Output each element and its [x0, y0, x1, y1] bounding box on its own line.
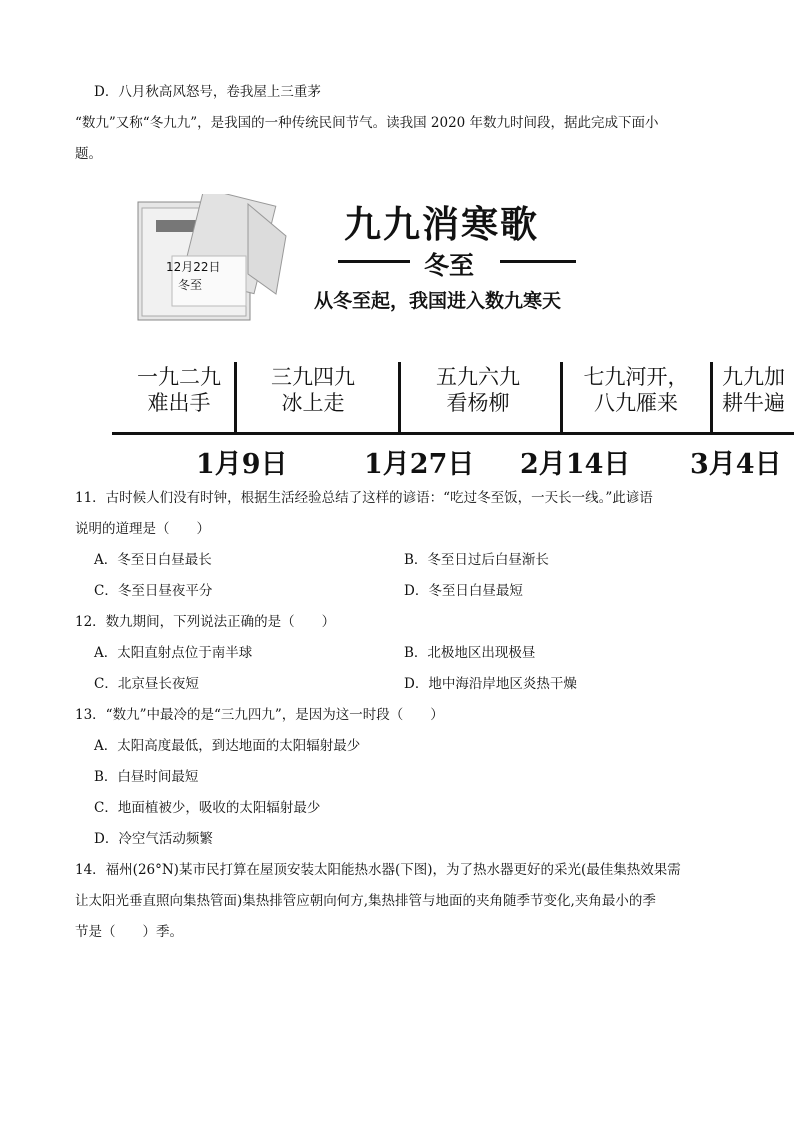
intro-line-1: “数九”又称“冬九九”，是我国的一种传统民间节气。读我国 2020 年数九时间段，据此完成下面小 [75, 115, 659, 131]
question-11-option-c: C．冬至日昼夜平分 [94, 583, 213, 599]
period-line: 八九雁来 [594, 391, 678, 415]
period-line: 七九河开， [583, 365, 689, 389]
question-12-option-a: A．太阳直射点位于南半球 [94, 645, 253, 661]
calendar-date: 12月22日 [166, 260, 221, 274]
period-7-8 [576, 364, 696, 416]
period-divider [710, 362, 713, 434]
question-11-stem-cont: 说明的道理是（ ） [75, 521, 210, 537]
period-1-2 [126, 364, 232, 416]
question-12-option-d: D．地中海沿岸地区炎热干燥 [404, 676, 577, 692]
timeline-date: 1月27日 [364, 449, 475, 480]
question-13-option-b: B．白昼时间最短 [94, 769, 199, 785]
question-11-option-d: D．冬至日白昼最短 [404, 583, 523, 599]
timeline-axis [112, 432, 794, 435]
period-line: 难出手 [147, 391, 211, 415]
period-line: 三九四九 [271, 365, 355, 389]
question-12-option-c: C．北京昼长夜短 [94, 676, 199, 692]
subtitle-rule-left [338, 260, 410, 263]
period-divider [398, 362, 401, 434]
question-13-stem: 13．“数九”中最冷的是“三九四九”，是因为这一时段（ ） [75, 707, 444, 723]
question-10-option-d: D．八月秋高风怒号，卷我屋上三重茅 [94, 84, 321, 100]
period-line: 冰上走 [281, 391, 345, 415]
period-divider [560, 362, 563, 434]
figure-caption: 从冬至起，我国进入数九寒天 [314, 290, 562, 312]
question-12-stem: 12．数九期间，下列说法正确的是（ ） [75, 614, 336, 630]
question-14-stem-end: 节是（ ）季。 [75, 924, 183, 940]
period-line: 九九加 [722, 365, 785, 389]
question-11-option-a: A．冬至日白昼最长 [94, 552, 212, 568]
question-11-option-b: B．冬至日过后白昼渐长 [404, 552, 549, 568]
timeline-date: 1月9日 [196, 449, 288, 480]
period-line: 五九六九 [436, 365, 520, 389]
period-line: 一九二九 [137, 365, 221, 389]
period-line: 耕牛遍 [722, 391, 785, 415]
question-14-stem-cont: 让太阳光垂直照向集热管面)集热排管应朝向何方,集热排管与地面的夹角随季节变化,夹角最小的季 [75, 893, 656, 909]
timeline-date: 2月14日 [520, 449, 631, 480]
subtitle-rule-right [500, 260, 576, 263]
period-5-6 [424, 364, 532, 416]
figure-subtitle: 冬至 [424, 251, 475, 280]
shujiu-figure [110, 188, 794, 478]
timeline-date: 3月4日 [690, 449, 782, 480]
question-13-option-a: A．太阳高度最低，到达地面的太阳辐射最少 [94, 738, 361, 754]
period-divider [234, 362, 237, 434]
period-9 [722, 364, 794, 416]
period-line: 看杨柳 [446, 391, 510, 415]
question-11-stem: 11．古时候人们没有时钟，根据生活经验总结了这样的谚语：“吃过冬至饭，一天长一线。”此谚语 [75, 490, 653, 506]
question-13-option-d: D．冷空气活动频繁 [94, 831, 213, 847]
figure-title: 九九消寒歌 [344, 202, 539, 246]
period-3-4 [260, 364, 366, 416]
question-13-option-c: C．地面植被少，吸收的太阳辐射最少 [94, 800, 321, 816]
calendar-label: 冬至 [178, 278, 203, 292]
question-14-stem: 14．福州(26°N)某市民打算在屋顶安装太阳能热水器(下图)，为了热水器更好的采光(最佳集热效果需 [75, 862, 681, 878]
question-12-option-b: B．北极地区出现极昼 [404, 645, 536, 661]
intro-line-2: 题。 [75, 146, 102, 162]
